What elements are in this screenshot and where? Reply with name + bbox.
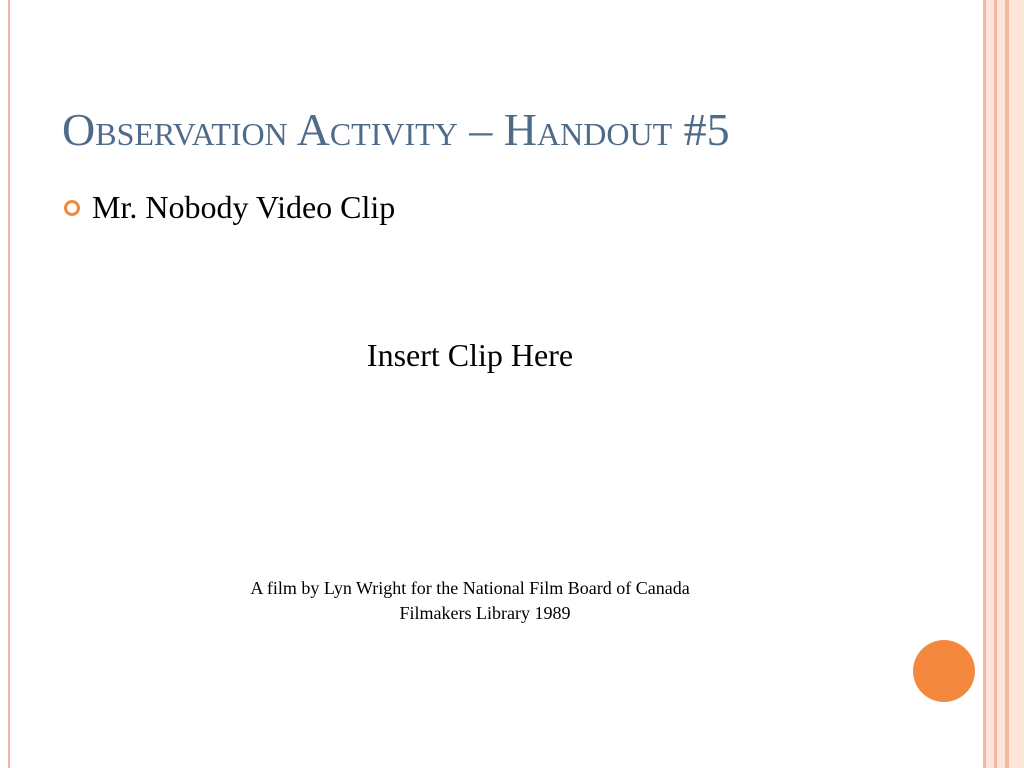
ring-bullet-icon <box>64 200 80 216</box>
clip-placeholder[interactable]: Insert Clip Here <box>366 337 574 373</box>
credits-line-2: Filmakers Library 1989 <box>399 603 571 623</box>
credits <box>0 576 940 626</box>
bullet-item <box>64 186 395 228</box>
orange-circle-decoration <box>913 640 975 702</box>
right-decorative-stripes <box>976 0 1024 768</box>
credits-line-1: A film by Lyn Wright for the National Film Board of Canada <box>250 578 690 598</box>
left-border <box>8 0 10 768</box>
bullet-text: Mr. Nobody Video Clip <box>92 189 396 225</box>
slide-title: Observation Activity – Handout #5 <box>62 104 730 155</box>
